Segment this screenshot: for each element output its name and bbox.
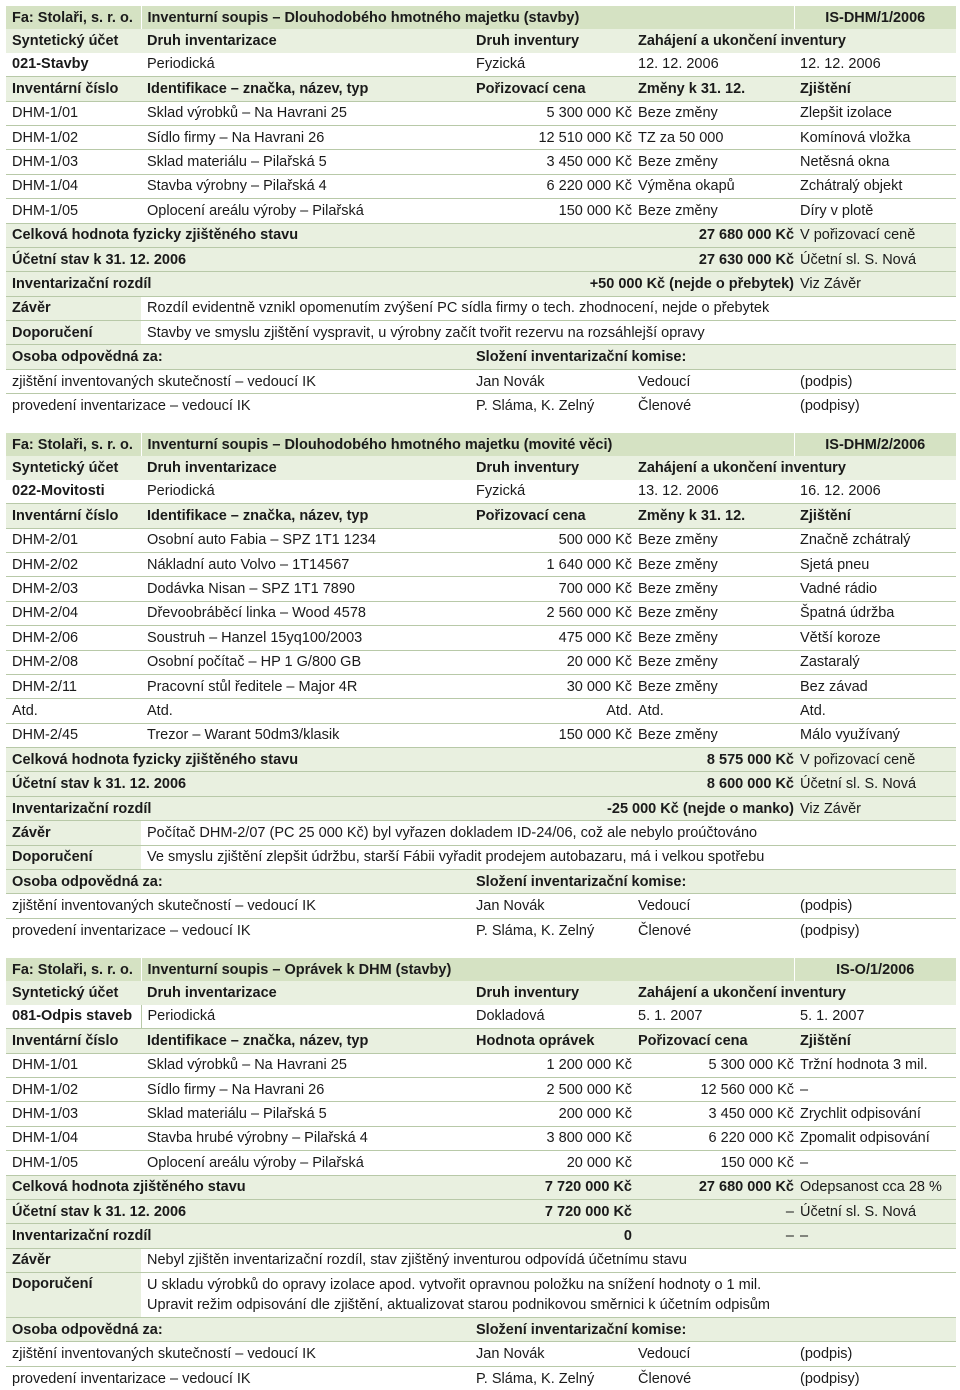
item-identification: Pracovní stůl ředitele – Major 4R [141, 674, 470, 698]
item-identification: Oplocení areálu výroby – Pilařská [141, 1151, 470, 1175]
difference-value: 0 [470, 1224, 632, 1248]
commission-label: Složení inventarizační komise: [470, 1318, 956, 1342]
meta-value-cell: Periodická [147, 483, 215, 500]
meta-header-cell: Zahájení a ukončení inventury [638, 33, 846, 50]
changes: TZ za 50 000 [632, 125, 794, 149]
item-identification: Oplocení areálu výroby – Pilařská [141, 199, 470, 223]
commission-label: Složení inventarizační komise: [470, 870, 956, 894]
item-identification: Sklad výrobků – Na Havrani 25 [141, 101, 470, 125]
acquisition-cost: Atd. [470, 699, 632, 723]
column-header: Pořizovací cena [470, 77, 632, 101]
meta-header-cell: Druh inventury [476, 460, 580, 477]
meta-header-row [6, 29, 956, 52]
meta-header-cell: Zahájení a ukončení inventury [638, 985, 846, 1002]
finding: Zlepšit izolace [794, 101, 956, 125]
changes: Beze změny [632, 601, 794, 625]
accounting-note: Účetní sl. S. Nová [794, 1199, 956, 1223]
item-identification: Sklad materiálu – Pilařská 5 [141, 1102, 470, 1126]
acquisition-cost: 20 000 Kč [470, 650, 632, 674]
changes: Beze změny [632, 626, 794, 650]
responsibility-header-row [6, 345, 956, 369]
finding: Netěsná okna [794, 150, 956, 174]
table-row [6, 150, 956, 174]
person-role: Členové [632, 394, 794, 418]
accounting-value-acquisition: – [632, 1199, 794, 1223]
acquisition-cost: 475 000 Kč [470, 626, 632, 650]
inventory-number: DHM-1/03 [6, 150, 141, 174]
meta-header-cell: Syntetický účet [12, 33, 119, 50]
inventory-number: DHM-2/45 [6, 723, 141, 747]
changes: Beze změny [632, 552, 794, 576]
sheet-code: IS-DHM/1/2006 [794, 6, 956, 29]
accounting-label: Účetní stav k 31. 12. 2006 [6, 772, 632, 796]
meta-value-cell: Fyzická [476, 56, 526, 73]
column-header: Změny k 31. 12. [632, 77, 794, 101]
finding: Zchátralý objekt [794, 174, 956, 198]
inventory-number: DHM-1/03 [6, 1102, 141, 1126]
acquisition-cost: 5 300 000 Kč [632, 1053, 794, 1077]
difference-label: Inventarizační rozdíl [6, 272, 470, 296]
item-identification: Trezor – Warant 50dm3/klasik [141, 723, 470, 747]
difference-value: +50 000 Kč (nejde o přebytek) [470, 272, 794, 296]
inventory-number: DHM-1/04 [6, 1126, 141, 1150]
meta-header-cell: Syntetický účet [12, 985, 119, 1002]
table-row [6, 650, 956, 674]
sheet-code: IS-O/1/2006 [794, 958, 956, 981]
depreciation-value: 200 000 Kč [470, 1102, 632, 1126]
signature-row [6, 918, 956, 942]
finding: Komínová vložka [794, 125, 956, 149]
total-value: 27 680 000 Kč [632, 223, 794, 247]
person-name: Jan Novák [470, 1342, 632, 1366]
meta-values-row [6, 53, 956, 77]
item-identification: Atd. [141, 699, 470, 723]
recommendation-label: Doporučení [6, 321, 141, 345]
meta-value-cell: 12. 12. 2006 [638, 56, 719, 73]
difference-value: -25 000 Kč (nejde o manko) [470, 796, 794, 820]
table-row [6, 601, 956, 625]
changes: Beze změny [632, 723, 794, 747]
responsibility: provedení inventarizace – vedoucí IK [6, 394, 470, 418]
person-name: P. Sláma, K. Zelný [470, 918, 632, 942]
table-row [6, 577, 956, 601]
recommendation-text: Stavby ve smyslu zjištění vyspravit, u výrobny začít tvořit rezervu na rozsáhlejší opravy [141, 321, 956, 345]
item-identification: Osobní auto Fabia – SPZ 1T1 1234 [141, 528, 470, 552]
sheet-title: Inventurní soupis – Dlouhodobého hmotného majetku (stavby) [141, 6, 794, 29]
inventory-number: DHM-2/01 [6, 528, 141, 552]
accounting-label: Účetní stav k 31. 12. 2006 [6, 1199, 470, 1223]
total-value-acquisition: 27 680 000 Kč [632, 1175, 794, 1199]
inventory-number: DHM-1/04 [6, 174, 141, 198]
signature-row [6, 369, 956, 393]
inventory-number: DHM-1/02 [6, 1077, 141, 1101]
table-row [6, 1126, 956, 1150]
table-row [6, 101, 956, 125]
meta-header-cell: Zahájení a ukončení inventury [638, 460, 846, 477]
accounting-row [6, 772, 956, 796]
company-name: Fa: Stolaři, s. r. o. [6, 958, 141, 981]
column-header-row [6, 504, 956, 528]
column-header: Inventární číslo [6, 1029, 141, 1053]
meta-value-cell: 13. 12. 2006 [638, 483, 719, 500]
inventory-number: DHM-1/01 [6, 101, 141, 125]
responsibility: zjištění inventovaných skutečností – vedoucí IK [6, 894, 470, 918]
acquisition-cost: 3 450 000 Kč [632, 1102, 794, 1126]
accounting-note: Účetní sl. S. Nová [794, 247, 956, 271]
table-row [6, 1053, 956, 1077]
meta-header-cell: Druh inventarizace [147, 985, 277, 1002]
inventory-number: DHM-2/06 [6, 626, 141, 650]
column-header-row [6, 1029, 956, 1053]
column-header: Zjištění [794, 77, 956, 101]
responsibility: zjištění inventovaných skutečností – vedoucí IK [6, 1342, 470, 1366]
inventory-number: DHM-2/03 [6, 577, 141, 601]
total-value: 8 575 000 Kč [632, 748, 794, 772]
sheet-title-row [6, 6, 956, 29]
total-label: Celková hodnota fyzicky zjištěného stavu [6, 748, 632, 772]
table-row [6, 626, 956, 650]
column-header: Pořizovací cena [632, 1029, 794, 1053]
responsibility: provedení inventarizace – vedoucí IK [6, 1366, 470, 1390]
conclusion-text: Rozdíl evidentně vznikl opomenutím zvýšení PC sídla firmy o tech. zhodnocení, nejde o přebytek [141, 296, 956, 320]
inventory-number: DHM-2/08 [6, 650, 141, 674]
table-row [6, 674, 956, 698]
accounting-label: Účetní stav k 31. 12. 2006 [6, 247, 632, 271]
column-header: Změny k 31. 12. [632, 504, 794, 528]
changes: Beze změny [632, 577, 794, 601]
changes: Atd. [632, 699, 794, 723]
total-note: V pořizovací ceně [794, 223, 956, 247]
meta-value-cell: 5. 1. 2007 [800, 1008, 865, 1025]
person-name: P. Sláma, K. Zelný [470, 394, 632, 418]
changes: Beze změny [632, 150, 794, 174]
item-identification: Soustruh – Hanzel 15yq100/2003 [141, 626, 470, 650]
signature-row [6, 394, 956, 418]
meta-value-cell: Dokladová [476, 1008, 545, 1025]
item-identification: Osobní počítač – HP 1 G/800 GB [141, 650, 470, 674]
recommendation-label: Doporučení [6, 1273, 141, 1318]
depreciation-value: 1 200 000 Kč [470, 1053, 632, 1077]
inventory-number: DHM-2/11 [6, 674, 141, 698]
table-row [6, 174, 956, 198]
commission-label: Složení inventarizační komise: [470, 345, 956, 369]
finding: Málo využívaný [794, 723, 956, 747]
inventory-number: Atd. [6, 699, 141, 723]
column-header: Pořizovací cena [470, 504, 632, 528]
meta-header-cell: Druh inventury [476, 985, 580, 1002]
table-row [6, 1102, 956, 1126]
meta-header-row [6, 456, 956, 479]
conclusion-row [6, 1248, 956, 1272]
total-row [6, 223, 956, 247]
total-note: V pořizovací ceně [794, 748, 956, 772]
acquisition-cost: 150 000 Kč [470, 723, 632, 747]
difference-value-acquisition: – [632, 1224, 794, 1248]
total-row [6, 1175, 956, 1199]
person-name: P. Sláma, K. Zelný [470, 1366, 632, 1390]
changes: Beze změny [632, 101, 794, 125]
finding: – [794, 1077, 956, 1101]
column-header: Zjištění [794, 504, 956, 528]
company-name: Fa: Stolaři, s. r. o. [6, 6, 141, 29]
signature-row [6, 1366, 956, 1390]
meta-values-row [6, 480, 956, 504]
difference-label: Inventarizační rozdíl [6, 796, 470, 820]
difference-row [6, 796, 956, 820]
column-header: Identifikace – značka, název, typ [141, 77, 470, 101]
changes: Beze změny [632, 199, 794, 223]
responsible-person-label: Osoba odpovědná za: [6, 345, 470, 369]
acquisition-cost: 12 560 000 Kč [632, 1077, 794, 1101]
table-row [6, 199, 956, 223]
recommendation-label: Doporučení [6, 845, 141, 869]
column-header: Identifikace – značka, název, typ [141, 504, 470, 528]
table-row [6, 528, 956, 552]
recommendation-text-2: Upravit režim odpisování dle zjištění, aktualizovat starou podnikovou směrnici k účetním odpisům [147, 1297, 770, 1314]
inventory-number: DHM-2/04 [6, 601, 141, 625]
total-note: Odepsanost cca 28 % [794, 1175, 956, 1199]
finding: Větší koroze [794, 626, 956, 650]
inventory-number: DHM-1/05 [6, 199, 141, 223]
table-row [6, 699, 956, 723]
responsibility: zjištění inventovaných skutečností – vedoucí IK [6, 369, 470, 393]
conclusion-text: Počítač DHM-2/07 (PC 25 000 Kč) byl vyřazen dokladem ID-24/06, což ale nebylo proúčtováno [141, 821, 956, 845]
finding: – [794, 1151, 956, 1175]
inventory-number: DHM-2/02 [6, 552, 141, 576]
sheet-title: Inventurní soupis – Dlouhodobého hmotného majetku (movité věci) [141, 433, 794, 456]
inventory-number: DHM-1/05 [6, 1151, 141, 1175]
table-row [6, 552, 956, 576]
depreciation-value: 20 000 Kč [470, 1151, 632, 1175]
conclusion-text: Nebyl zjištěn inventarizační rozdíl, stav zjištěný inventurou odpovídá účetnímu stavu [141, 1248, 956, 1272]
column-header-row [6, 77, 956, 101]
difference-label: Inventarizační rozdíl [6, 1224, 470, 1248]
difference-row [6, 272, 956, 296]
finding: Bez závad [794, 674, 956, 698]
acquisition-cost: 6 220 000 Kč [632, 1126, 794, 1150]
acquisition-cost: 1 640 000 Kč [470, 552, 632, 576]
finding: Atd. [794, 699, 956, 723]
column-header: Identifikace – značka, název, typ [141, 1029, 470, 1053]
signature: (podpis) [794, 369, 956, 393]
item-identification: Dodávka Nisan – SPZ 1T1 7890 [141, 577, 470, 601]
accounting-row [6, 247, 956, 271]
recommendation-row [6, 321, 956, 345]
finding: Sjetá pneu [794, 552, 956, 576]
recommendation-text: U skladu výrobků do opravy izolace apod. vytvořit opravnou položku na snížení hodnoty o 1 mil. [141, 1273, 956, 1298]
accounting-value: 7 720 000 Kč [470, 1199, 632, 1223]
recommendation-row [6, 845, 956, 869]
sheet-title-row [6, 958, 956, 981]
item-identification: Stavba hrubé výrobny – Pilařská 4 [141, 1126, 470, 1150]
person-role: Vedoucí [632, 369, 794, 393]
difference-note: Viz Závěr [794, 272, 956, 296]
difference-note: – [794, 1224, 956, 1248]
meta-header-cell: Druh inventarizace [147, 33, 277, 50]
changes: Výměna okapů [632, 174, 794, 198]
item-identification: Sklad výrobků – Na Havrani 25 [141, 1053, 470, 1077]
column-header: Zjištění [794, 1029, 956, 1053]
meta-value-cell: Periodická [147, 56, 215, 73]
meta-value-cell: 021-Stavby [12, 56, 89, 73]
depreciation-value: 2 500 000 Kč [470, 1077, 632, 1101]
accounting-note: Účetní sl. S. Nová [794, 772, 956, 796]
finding: Díry v plotě [794, 199, 956, 223]
recommendation-row [6, 1273, 956, 1298]
person-name: Jan Novák [470, 894, 632, 918]
difference-note: Viz Závěr [794, 796, 956, 820]
changes: Beze změny [632, 650, 794, 674]
acquisition-cost: 3 450 000 Kč [470, 150, 632, 174]
accounting-row [6, 1199, 956, 1223]
depreciation-value: 3 800 000 Kč [470, 1126, 632, 1150]
item-identification: Nákladní auto Volvo – 1T14567 [141, 552, 470, 576]
signature: (podpis) [794, 1342, 956, 1366]
conclusion-label: Závěr [6, 1248, 141, 1272]
acquisition-cost: 12 510 000 Kč [470, 125, 632, 149]
responsibility: provedení inventarizace – vedoucí IK [6, 918, 470, 942]
responsibility-header-row [6, 870, 956, 894]
meta-value-cell: Fyzická [476, 483, 526, 500]
item-identification: Dřevoobráběcí linka – Wood 4578 [141, 601, 470, 625]
accounting-value: 27 630 000 Kč [632, 247, 794, 271]
meta-values-row [6, 1005, 956, 1029]
person-role: Členové [632, 1366, 794, 1390]
total-label: Celková hodnota fyzicky zjištěného stavu [6, 223, 632, 247]
total-row [6, 748, 956, 772]
responsibility-header-row [6, 1318, 956, 1342]
meta-value-cell: 5. 1. 2007 [638, 1008, 703, 1025]
inventory-number: DHM-1/01 [6, 1053, 141, 1077]
acquisition-cost: 5 300 000 Kč [470, 101, 632, 125]
item-identification: Stavba výrobny – Pilařská 4 [141, 174, 470, 198]
finding: Špatná údržba [794, 601, 956, 625]
table-row [6, 125, 956, 149]
acquisition-cost: 150 000 Kč [632, 1151, 794, 1175]
signature-row [6, 894, 956, 918]
item-identification: Sídlo firmy – Na Havrani 26 [141, 125, 470, 149]
finding: Zrychlit odpisování [794, 1102, 956, 1126]
person-name: Jan Novák [470, 369, 632, 393]
sheet-title-row [6, 433, 956, 456]
signature: (podpisy) [794, 918, 956, 942]
signature-row [6, 1342, 956, 1366]
finding: Zastaralý [794, 650, 956, 674]
sheet-title: Inventurní soupis – Oprávek k DHM (stavby) [141, 958, 794, 981]
table-row [6, 723, 956, 747]
table-row [6, 1151, 956, 1175]
inventory-sheet-2 [6, 433, 956, 942]
recommendation-text: Ve smyslu zjištění zlepšit údržbu, starší Fábii vyřadit prodejem autobazaru, má i velkou spotřebu [141, 845, 956, 869]
acquisition-cost: 700 000 Kč [470, 577, 632, 601]
conclusion-row [6, 821, 956, 845]
meta-value-cell: 081-Odpis staveb [12, 1008, 133, 1025]
person-role: Vedoucí [632, 894, 794, 918]
inventory-sheet-1 [6, 6, 956, 418]
meta-value-cell: 12. 12. 2006 [800, 56, 881, 73]
sheet-code: IS-DHM/2/2006 [794, 433, 956, 456]
meta-header-cell: Syntetický účet [12, 460, 119, 477]
finding: Značně zchátralý [794, 528, 956, 552]
meta-value-cell: 022-Movitosti [12, 483, 105, 500]
meta-header-cell: Druh inventury [476, 33, 580, 50]
finding: Zpomalit odpisování [794, 1126, 956, 1150]
item-identification: Sídlo firmy – Na Havrani 26 [141, 1077, 470, 1101]
acquisition-cost: 150 000 Kč [470, 199, 632, 223]
column-header: Inventární číslo [6, 77, 141, 101]
acquisition-cost: 500 000 Kč [470, 528, 632, 552]
acquisition-cost: 2 560 000 Kč [470, 601, 632, 625]
total-label: Celková hodnota zjištěného stavu [6, 1175, 470, 1199]
meta-header-cell: Druh inventarizace [147, 460, 277, 477]
column-header: Inventární číslo [6, 504, 141, 528]
person-role: Členové [632, 918, 794, 942]
table-row [6, 1077, 956, 1101]
item-identification: Sklad materiálu – Pilařská 5 [141, 150, 470, 174]
conclusion-label: Závěr [6, 821, 141, 845]
responsible-person-label: Osoba odpovědná za: [6, 870, 470, 894]
meta-value-cell: Periodická [141, 1005, 470, 1029]
total-value: 7 720 000 Kč [470, 1175, 632, 1199]
responsible-person-label: Osoba odpovědná za: [6, 1318, 470, 1342]
accounting-value: 8 600 000 Kč [632, 772, 794, 796]
inventory-number: DHM-1/02 [6, 125, 141, 149]
acquisition-cost: 6 220 000 Kč [470, 174, 632, 198]
meta-header-row [6, 981, 956, 1004]
signature: (podpisy) [794, 394, 956, 418]
person-role: Vedoucí [632, 1342, 794, 1366]
column-header: Hodnota oprávek [470, 1029, 632, 1053]
difference-row [6, 1224, 956, 1248]
meta-value-cell: 16. 12. 2006 [800, 483, 881, 500]
recommendation-row-2 [6, 1297, 956, 1318]
company-name: Fa: Stolaři, s. r. o. [6, 433, 141, 456]
changes: Beze změny [632, 674, 794, 698]
finding: Vadné rádio [794, 577, 956, 601]
changes: Beze změny [632, 528, 794, 552]
signature: (podpisy) [794, 1366, 956, 1390]
conclusion-label: Závěr [6, 296, 141, 320]
finding: Tržní hodnota 3 mil. [794, 1053, 956, 1077]
signature: (podpis) [794, 894, 956, 918]
conclusion-row [6, 296, 956, 320]
inventory-sheet-3 [6, 958, 956, 1390]
acquisition-cost: 30 000 Kč [470, 674, 632, 698]
